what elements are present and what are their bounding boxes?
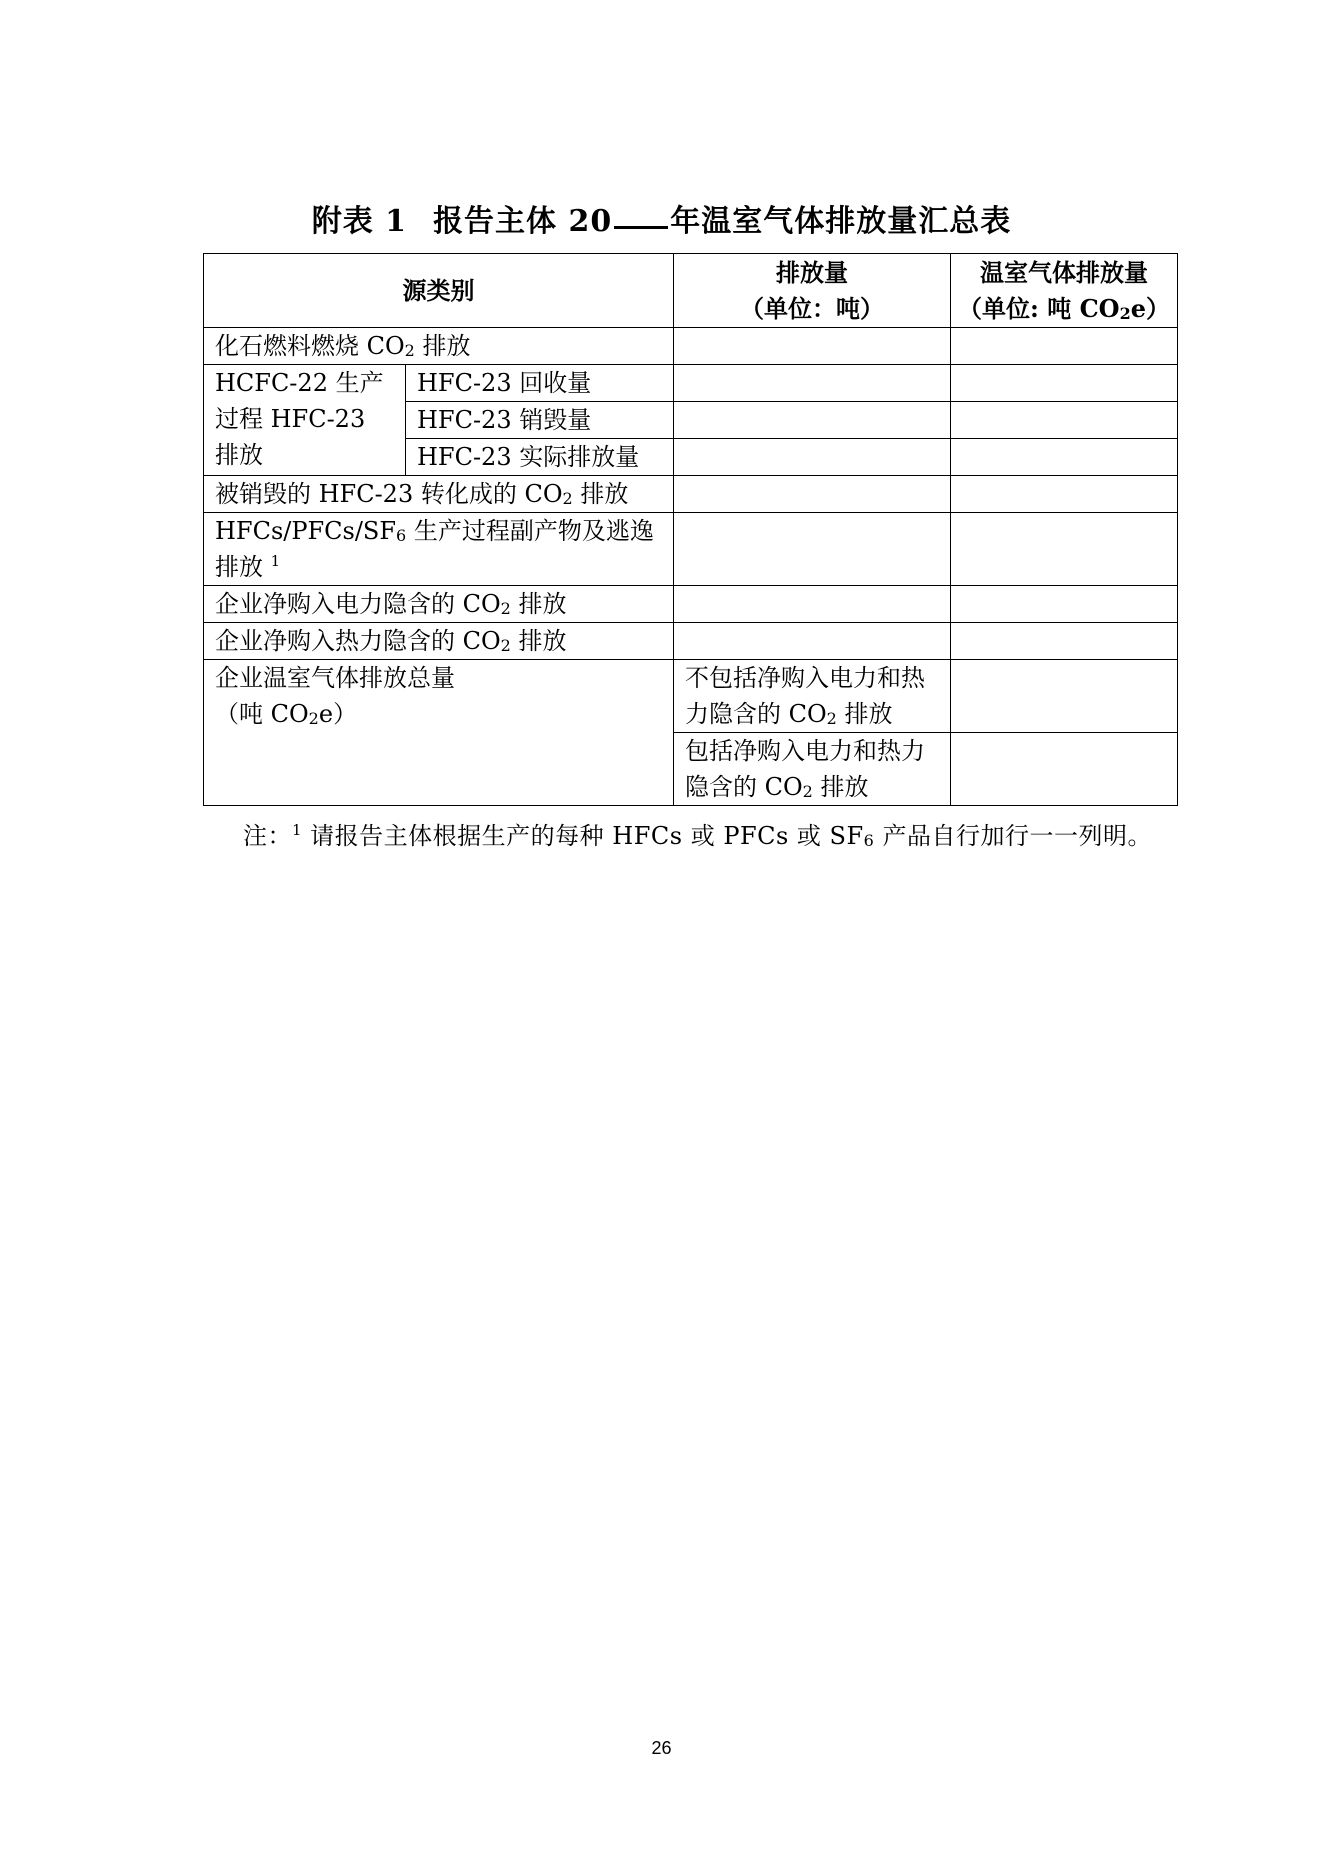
- page-number: 26: [651, 1738, 672, 1758]
- cell-destroyed-co2-ghg[interactable]: [951, 476, 1178, 513]
- header-source: 源类别: [204, 254, 674, 328]
- row-destroyed-co2-label: 被销毁的 HFC-23 转化成的 $CO_2$ 排放: [204, 476, 674, 513]
- table-row: [204, 660, 1178, 733]
- header-emission-unit: （单位：吨）: [740, 293, 884, 323]
- header-emission: [674, 254, 951, 328]
- table-row: [204, 365, 1178, 402]
- cell-byproduct-emission[interactable]: [674, 513, 951, 586]
- table-row: [204, 586, 1178, 623]
- table-row: [204, 328, 1178, 365]
- cell-heat-emission[interactable]: [674, 623, 951, 660]
- year-blank: [614, 225, 668, 229]
- row-fossil-label: 化石燃料燃烧 $CO_2$ 排放: [204, 328, 674, 365]
- row-hfc-recovered-label: HFC-23 回收量: [406, 365, 674, 402]
- emission-summary-table: [203, 253, 1178, 806]
- cell-hfc-recovered-ghg[interactable]: [951, 365, 1178, 402]
- cell-hfc-actual-emission[interactable]: [674, 439, 951, 476]
- title-part1: 报告主体 20: [433, 204, 613, 239]
- row-total-line1: 企业温室气体排放总量: [215, 664, 455, 692]
- row-total-label: [204, 660, 674, 806]
- title-part2: 年温室气体排放量汇总表: [670, 204, 1012, 239]
- cell-electricity-emission[interactable]: [674, 586, 951, 623]
- cell-hfc-recovered-emission[interactable]: [674, 365, 951, 402]
- cell-fossil-emission[interactable]: [674, 328, 951, 365]
- row-byproduct-label: HFCs/$PFCs/SF_6$ 生产过程副产物及逃逸排放 $^1$: [204, 513, 674, 586]
- cell-total-incl-ghg[interactable]: [951, 733, 1178, 806]
- table-row: [204, 513, 1178, 586]
- cell-destroyed-co2-emission[interactable]: [674, 476, 951, 513]
- cell-total-excl-ghg[interactable]: [951, 660, 1178, 733]
- title-prefix: 附表 1: [311, 204, 408, 239]
- row-hfc-actual-label: HFC-23 实际排放量: [406, 439, 674, 476]
- table-footnote: 注：$^1$ 请报告主体根据生产的每种 HFCs 或 PFCs 或 $SF_6$ 产品自行加行一一列明。: [243, 821, 1152, 850]
- row-total-incl-label: 包括净购入电力和热力隐含的 $CO_2$ 排放: [674, 733, 951, 806]
- row-hcfc-group-label: HCFC-22 生产过程 HFC-23 排放: [204, 365, 406, 476]
- cell-hfc-destroyed-ghg[interactable]: [951, 402, 1178, 439]
- cell-hfc-actual-ghg[interactable]: [951, 439, 1178, 476]
- row-heat-label: 企业净购入热力隐含的 $CO_2$ 排放: [204, 623, 674, 660]
- cell-electricity-ghg[interactable]: [951, 586, 1178, 623]
- header-ghg-label: 温室气体排放量: [980, 257, 1148, 287]
- cell-heat-ghg[interactable]: [951, 623, 1178, 660]
- row-total-excl-label: 不包括净购入电力和热力隐含的 $CO_2$ 排放: [674, 660, 951, 733]
- header-ghg-unit: （单位: 吨 $CO_2e$）: [958, 293, 1170, 323]
- table-row: [204, 476, 1178, 513]
- row-electricity-label: 企业净购入电力隐含的 $CO_2$ 排放: [204, 586, 674, 623]
- header-emission-label: 排放量: [776, 257, 848, 287]
- table-title: [0, 196, 1323, 240]
- header-row: [204, 254, 1178, 328]
- row-total-line2: （吨 $CO_2e$）: [215, 700, 358, 728]
- cell-hfc-destroyed-emission[interactable]: [674, 402, 951, 439]
- row-hfc-destroyed-label: HFC-23 销毁量: [406, 402, 674, 439]
- cell-fossil-ghg[interactable]: [951, 328, 1178, 365]
- cell-byproduct-ghg[interactable]: [951, 513, 1178, 586]
- table-row: [204, 623, 1178, 660]
- header-ghg: [951, 254, 1178, 328]
